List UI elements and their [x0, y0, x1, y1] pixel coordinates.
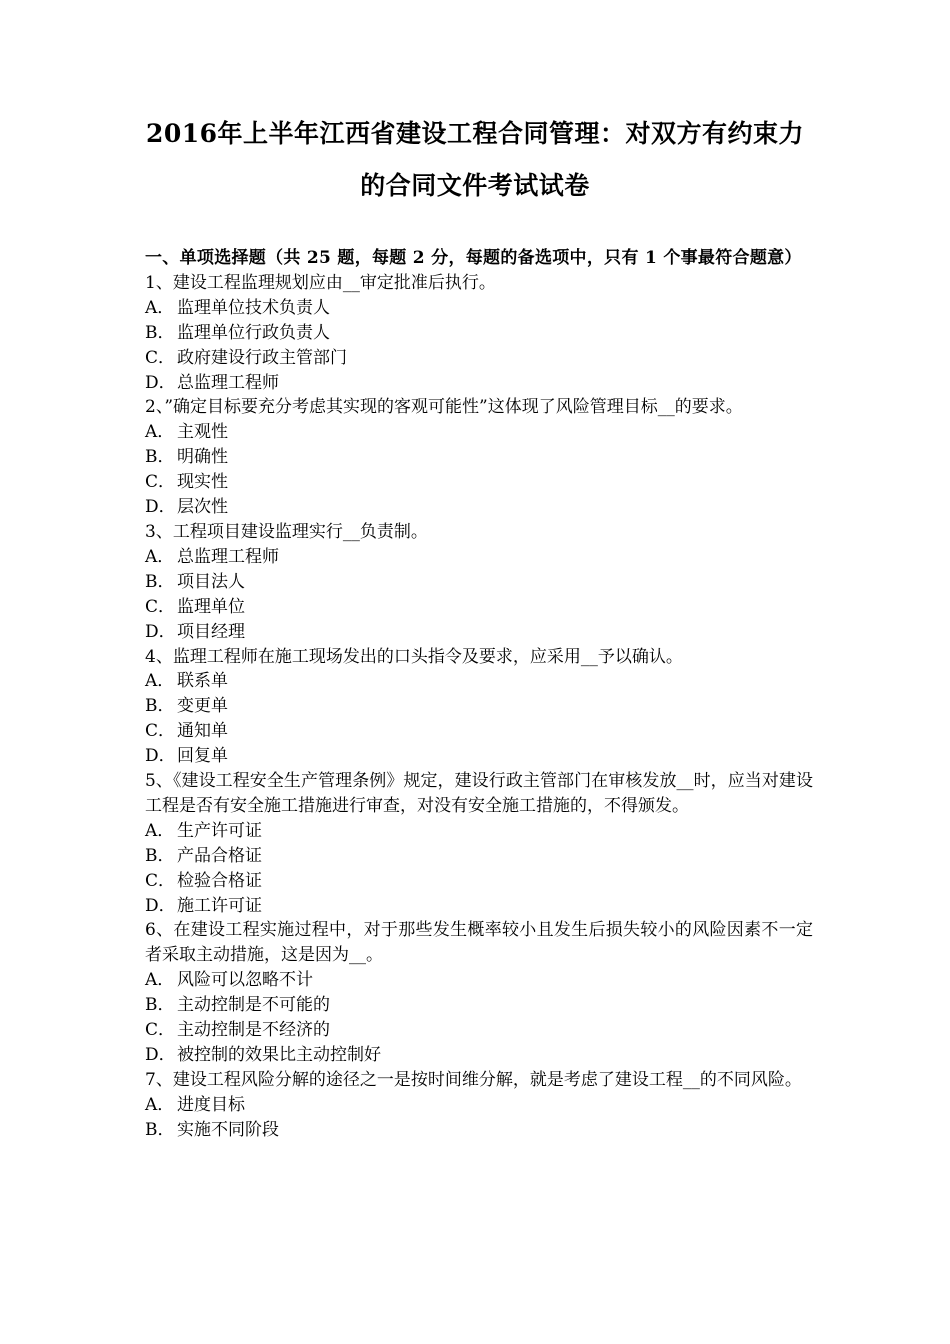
option-text: 监理单位技术负责人 — [177, 297, 330, 318]
option-text: 现实性 — [177, 472, 228, 493]
option-text: 政府建设行政主管部门 — [177, 347, 347, 368]
option-letter: D． — [145, 497, 176, 518]
option-letter: A． — [145, 970, 175, 991]
option-letter: C． — [145, 472, 176, 493]
section-heading: 一、单项选择题（共 25 题，每题 2 分，每题的备选项中，只有 1 个事最符合题意） — [145, 248, 802, 268]
option-c — [145, 595, 813, 620]
option-letter: D． — [145, 1045, 176, 1065]
question-stem: 1、建设工程监理规划应由__审定批准后执行。 — [145, 272, 496, 293]
option-b — [145, 445, 813, 470]
option-letter: A． — [145, 820, 175, 841]
question-stem: 2、”确定目标要充分考虑其实现的客观可能性”这体现了风险管理目标__的要求。 — [145, 397, 743, 418]
option-a — [145, 819, 813, 844]
option-text: 联系单 — [177, 671, 228, 692]
option-text: 风险可以忽略不计 — [177, 970, 313, 991]
option-letter: B． — [145, 447, 175, 468]
option-text: 产品合格证 — [177, 845, 262, 866]
option-b — [145, 993, 813, 1018]
option-letter: C． — [145, 721, 176, 742]
option-d — [145, 371, 813, 396]
option-letter: D． — [145, 372, 176, 393]
option-letter: B． — [145, 571, 175, 592]
option-b — [145, 321, 813, 346]
question-stem: 5、《建设工程安全生产管理条例》规定，建设行政主管部门在审核发放__时，应当对建设工程是否有安全施工措施进行审查，对没有安全施工措施的，不得颁发。 — [145, 771, 813, 816]
option-c — [145, 869, 813, 894]
option-d — [145, 894, 813, 919]
option-letter: D． — [145, 621, 176, 642]
question-stem: 7、建设工程风险分解的途径之一是按时间维分解，就是考虑了建设工程__的不同风险。 — [145, 1069, 802, 1090]
option-letter: B． — [145, 1119, 175, 1140]
option-c — [145, 1018, 813, 1043]
option-d — [145, 620, 813, 645]
option-letter: B． — [145, 845, 175, 866]
option-c — [145, 346, 813, 371]
option-letter: D． — [145, 895, 176, 916]
option-text: 总监理工程师 — [177, 372, 279, 393]
question-3 — [145, 520, 813, 645]
option-letter: D． — [145, 746, 176, 767]
option-letter: A． — [145, 1094, 175, 1115]
document-title-line-2: 的合同文件考试试卷 — [360, 171, 590, 200]
question-6 — [145, 918, 813, 1067]
option-a — [145, 1093, 813, 1118]
option-text: 明确性 — [177, 447, 228, 468]
option-text: 层次性 — [177, 497, 228, 518]
document-title-line-1: 2016年上半年江西省建设工程合同管理：对双方有约束力 — [145, 119, 805, 148]
option-letter: A． — [145, 671, 175, 692]
option-b — [145, 570, 813, 595]
option-text: 生产许可证 — [177, 820, 262, 841]
option-letter: B． — [145, 696, 175, 717]
question-5 — [145, 769, 813, 918]
question-7 — [145, 1068, 813, 1143]
option-text: 项目法人 — [177, 571, 245, 592]
option-letter: A． — [145, 546, 175, 567]
option-letter: A． — [145, 297, 175, 318]
option-letter: B． — [145, 322, 175, 343]
option-letter: A． — [145, 422, 175, 443]
question-stem: 6、在建设工程实施过程中，对于那些发生概率较小且发生后损失较小的风险因素不一定者采取主动措施，这是因为__。 — [145, 920, 813, 966]
option-text: 主观性 — [177, 422, 228, 443]
option-letter: C． — [145, 870, 176, 891]
option-d — [145, 744, 813, 769]
option-text: 通知单 — [177, 721, 228, 742]
option-c — [145, 470, 813, 495]
option-text: 变更单 — [177, 696, 228, 717]
option-text: 总监理工程师 — [177, 546, 279, 567]
option-a — [145, 420, 813, 445]
option-letter: C． — [145, 596, 176, 617]
question-1 — [145, 271, 813, 396]
option-text: 施工许可证 — [177, 895, 262, 916]
option-b — [145, 844, 813, 869]
option-letter: C． — [145, 1020, 176, 1041]
question-2 — [145, 395, 813, 520]
option-text: 进度目标 — [177, 1094, 245, 1115]
option-text: 回复单 — [177, 746, 228, 767]
option-c — [145, 719, 813, 744]
question-stem: 3、工程项目建设监理实行__负责制。 — [145, 521, 428, 542]
document-body — [145, 246, 813, 1143]
option-text: 主动控制是不经济的 — [177, 1020, 330, 1041]
option-text: 检验合格证 — [177, 870, 262, 891]
option-a — [145, 669, 813, 694]
option-text: 监理单位行政负责人 — [177, 322, 330, 343]
question-4 — [145, 645, 813, 770]
option-text: 主动控制是不可能的 — [177, 995, 330, 1016]
option-text: 被控制的效果比主动控制好 — [177, 1045, 381, 1065]
option-letter: B． — [145, 995, 175, 1016]
option-b — [145, 1118, 813, 1143]
option-b — [145, 694, 813, 719]
option-a — [145, 545, 813, 570]
option-a — [145, 968, 813, 993]
option-text: 实施不同阶段 — [177, 1119, 279, 1140]
option-d — [145, 495, 813, 520]
option-a — [145, 296, 813, 321]
question-stem: 4、监理工程师在施工现场发出的口头指令及要求，应采用__予以确认。 — [145, 646, 683, 667]
option-text: 项目经理 — [177, 621, 245, 642]
option-d — [145, 1043, 813, 1068]
option-text: 监理单位 — [177, 596, 245, 617]
option-letter: C． — [145, 347, 176, 368]
